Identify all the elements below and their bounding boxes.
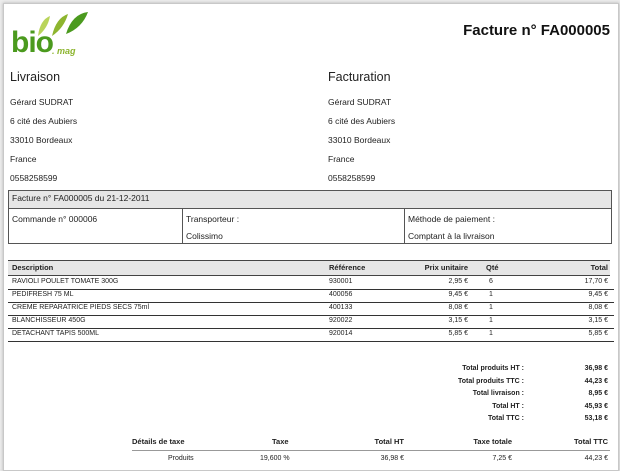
col-unit-price: Prix unitaire — [424, 263, 468, 272]
total-label: Total produits TTC : — [458, 377, 524, 385]
cell-qty: 1 — [489, 291, 493, 298]
cell-unit-price: 3,15 € — [448, 317, 468, 324]
cell-description: PEDIFRESH 75 ML — [12, 291, 74, 298]
total-value: 44,23 € — [584, 377, 608, 385]
total-label: Total produits HT : — [462, 365, 524, 372]
delivery-country: France — [10, 154, 37, 164]
billing-name: Gérard SUDRAT — [328, 97, 392, 107]
carrier-label: Transporteur : — [186, 214, 240, 224]
cell-qty: 1 — [489, 317, 493, 324]
cell-description: RAVIOLI POULET TOMATE 300G — [12, 278, 119, 285]
delivery-street: 6 cité des Aubiers — [10, 116, 78, 126]
invoice-bar-text: Facture n° FA000005 du 21-12-2011 — [12, 193, 150, 203]
cell-reference: 920014 — [329, 330, 353, 337]
logo — [8, 10, 108, 62]
logo-sub: . mag — [52, 46, 76, 56]
tax-row-label: Produits — [168, 455, 194, 462]
billing-phone: 0558258599 — [328, 173, 376, 183]
order-divider-2 — [404, 208, 405, 244]
cell-reference: 930001 — [329, 278, 353, 285]
cell-reference: 400056 — [329, 291, 353, 298]
table-row-divider — [8, 328, 614, 329]
cell-unit-price: 2,95 € — [448, 278, 468, 285]
invoice-page — [3, 3, 619, 471]
delivery-city: 33010 Bordeaux — [10, 135, 73, 145]
tax-row-rate: 19,600 % — [260, 455, 290, 462]
cell-reference: 400133 — [329, 304, 353, 311]
cell-total: 5,85 € — [588, 330, 608, 337]
cell-qty: 6 — [489, 278, 493, 285]
cell-reference: 920022 — [329, 317, 353, 324]
col-total: Total — [590, 263, 608, 272]
cell-unit-price: 9,45 € — [448, 291, 468, 298]
tax-row-total-ttc: 44,23 € — [584, 455, 608, 462]
cell-total: 8,08 € — [588, 304, 608, 311]
logo-main: bio — [11, 26, 53, 59]
order-info-box — [8, 208, 612, 244]
cell-description: BLANCHISSEUR 450G — [12, 317, 86, 324]
cell-total: 9,45 € — [588, 291, 608, 298]
cell-qty: 1 — [489, 304, 493, 311]
table-row-divider — [8, 302, 614, 303]
carrier-value: Colissimo — [186, 231, 223, 241]
total-value: 8,95 € — [588, 390, 608, 397]
billing-street: 6 cité des Aubiers — [328, 116, 396, 126]
billing-heading: Facturation — [328, 70, 391, 84]
payment-value: Comptant à la livraison — [408, 231, 495, 241]
items-header-bar — [8, 260, 610, 276]
tax-row-tax-total: 7,25 € — [492, 455, 512, 462]
cell-unit-price: 5,85 € — [448, 330, 468, 337]
tax-details-header: Détails de taxe — [132, 437, 185, 446]
col-description: Description — [12, 263, 54, 272]
col-qty: Qté — [486, 263, 499, 272]
payment-label: Méthode de paiement : — [408, 214, 495, 224]
cell-total: 3,15 € — [588, 317, 608, 324]
delivery-name: Gérard SUDRAT — [10, 97, 74, 107]
tax-header-total-ht: Total HT — [374, 437, 404, 446]
total-label: Total TTC : — [487, 415, 524, 422]
order-divider-1 — [182, 208, 183, 244]
delivery-phone: 0558258599 — [10, 173, 58, 183]
total-label: Total HT : — [492, 402, 524, 410]
billing-country: France — [328, 154, 355, 164]
tax-header-line — [132, 450, 610, 451]
total-value: 53,18 € — [584, 415, 608, 422]
cell-unit-price: 8,08 € — [448, 304, 468, 311]
billing-city: 33010 Bordeaux — [328, 135, 391, 145]
tax-header-tax-total: Taxe totale — [473, 437, 512, 446]
cell-description: CREME REPARATRICE PIEDS SECS 75ml — [12, 304, 150, 311]
table-row-divider — [8, 289, 614, 290]
table-row-divider — [8, 315, 614, 316]
invoice-title: Facture n° FA000005 — [463, 22, 610, 39]
tax-header-rate: Taxe — [272, 437, 289, 446]
table-row-divider — [8, 341, 614, 342]
tax-header-total-ttc: Total TTC — [573, 437, 608, 446]
col-reference: Référence — [329, 263, 366, 272]
cell-total: 17,70 € — [584, 278, 608, 285]
total-label: Total livraison : — [472, 390, 524, 397]
cell-qty: 1 — [489, 330, 493, 337]
delivery-heading: Livraison — [10, 70, 61, 84]
total-value: 45,93 € — [584, 402, 608, 410]
order-number: Commande n° 000006 — [12, 214, 98, 224]
cell-description: DETACHANT TAPIS 500ML — [12, 330, 100, 337]
tax-row-total-ht: 36,98 € — [380, 455, 404, 462]
total-value: 36,98 € — [584, 365, 608, 372]
